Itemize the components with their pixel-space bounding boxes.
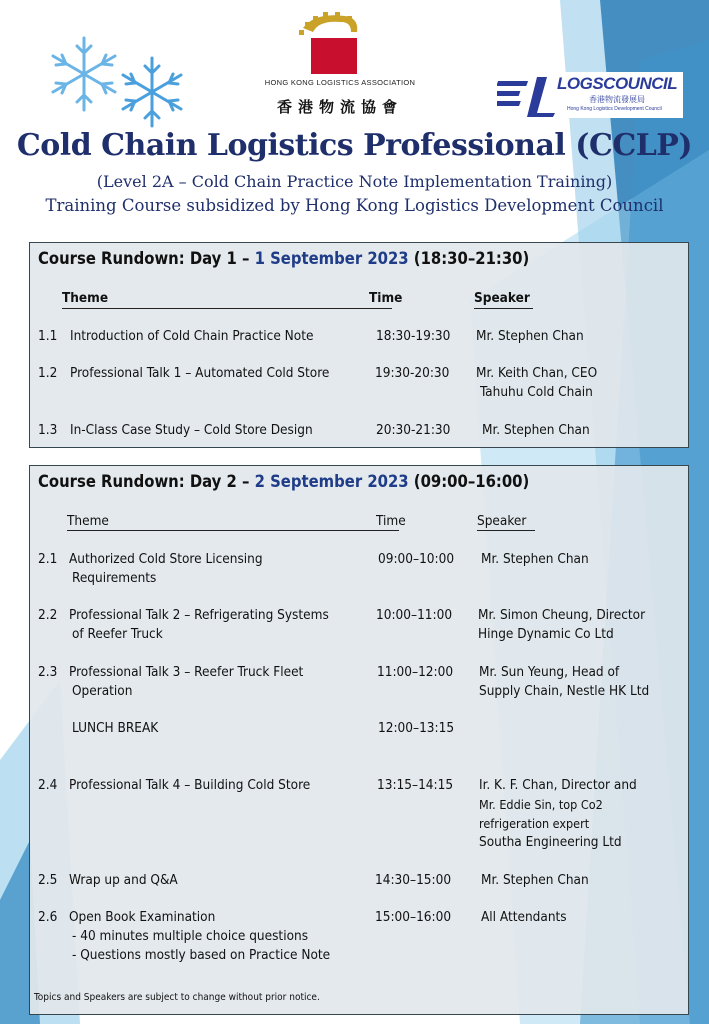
hkla-logo [255,8,425,120]
day1-row-2-time: 19:30-20:30 [375,365,450,381]
day2-row-1-theme-cont: Requirements [72,570,157,586]
day2-row-5-time: 13:15–14:15 [377,777,454,793]
day2-row-5-num: 2.4 [38,777,58,793]
day2-row-3-time: 11:00–12:00 [377,664,454,680]
day1-row-2-speaker: Mr. Keith Chan, CEO [476,365,598,381]
day2-heading-time: (09:00–16:00) [408,472,530,491]
page-subtitle-subsidy: Training Course subsidized by Hong Kong Logistics Development Council [45,196,664,215]
day1-header-rule [62,308,392,309]
day2-rundown-panel [29,465,689,1015]
day2-row-6-num: 2.5 [38,872,58,888]
day2-row-2-num: 2.2 [38,607,58,623]
day1-row-3-theme: In-Class Case Study – Cold Store Design [70,422,313,438]
logscouncil-logo-icon [497,73,557,117]
day2-col-theme: Theme [67,513,109,529]
day1-row-3-speaker: Mr. Stephen Chan [482,422,590,438]
day2-footnote: Topics and Speakers are subject to change without prior notice. [34,992,320,1003]
day1-row-1-speaker: Mr. Stephen Chan [476,328,584,344]
day2-row-3-theme-cont: Operation [72,683,133,699]
day1-row-2-num: 1.2 [38,365,58,381]
day1-col-speaker: Speaker [474,290,530,306]
day2-row-2-speaker-org: Hinge Dynamic Co Ltd [478,626,614,642]
day1-heading-date: 1 September 2023 [254,249,409,268]
day1-row-3-num: 1.3 [38,422,58,438]
day2-row-2-time: 10:00–11:00 [376,607,453,623]
day2-row-3-theme: Professional Talk 3 – Reefer Truck Fleet [69,664,304,680]
logscouncil-logo [497,72,683,118]
day2-row-6-speaker: Mr. Stephen Chan [481,872,589,888]
day1-rundown-panel [29,242,689,448]
logscouncil-logo-name: LOGSCOUNCIL [557,74,678,93]
day2-row-1-theme: Authorized Cold Store Licensing [69,551,263,567]
day1-heading [38,249,529,268]
day2-row-3-speaker: Mr. Sun Yeung, Head of [479,664,620,680]
day2-row-7-theme-line2: - 40 minutes multiple choice questions [72,928,309,944]
day2-lunch-break: LUNCH BREAK [72,720,159,736]
day2-row-5-speaker: Ir. K. F. Chan, Director and [479,777,637,793]
day1-heading-time: (18:30–21:30) [408,249,530,268]
day2-row-7-theme: Open Book Examination [69,909,216,925]
day2-heading [38,472,529,491]
day2-col-speaker: Speaker [477,513,527,529]
snowflake-icon [42,26,192,136]
day2-header-rule-right [477,530,535,531]
day2-row-7-num: 2.6 [38,909,58,925]
day2-header-rule [67,530,399,531]
day2-row-5-speaker-2: Mr. Eddie Sin, top Co2 [479,797,603,812]
day2-heading-date: 2 September 2023 [254,472,409,491]
day2-row-2-theme: Professional Talk 2 – Refrigerating Systems [69,607,329,623]
day2-heading-prefix: Course Rundown: Day 2 – [38,472,255,491]
day1-row-1-time: 18:30-19:30 [376,328,451,344]
day2-row-2-speaker: Mr. Simon Cheung, Director [478,607,646,623]
hkla-logo-icon [255,8,425,80]
day2-row-2-theme-cont: of Reefer Truck [72,626,163,642]
day2-row-5-speaker-3: refrigeration expert [479,816,590,831]
day2-row-7-time: 15:00–16:00 [375,909,452,925]
day2-col-time: Time [376,513,406,529]
day1-row-2-speaker-org: Tahuhu Cold Chain [480,384,593,400]
day1-heading-prefix: Course Rundown: Day 1 – [38,249,255,268]
day2-lunch-time: 12:00–13:15 [378,720,455,736]
day2-row-1-speaker: Mr. Stephen Chan [481,551,589,567]
hkla-logo-english: HONG KONG LOGISTICS ASSOCIATION [264,78,416,87]
day2-row-1-num: 2.1 [38,551,58,567]
day2-row-7-theme-line3: - Questions mostly based on Practice Note [72,947,331,963]
logscouncil-logo-chinese: 香港物流發展局 [589,95,645,104]
day1-col-time: Time [369,290,403,306]
day2-row-5-theme: Professional Talk 4 – Building Cold Store [69,777,311,793]
day2-row-7-speaker: All Attendants [481,909,567,925]
day1-row-3-time: 20:30-21:30 [376,422,451,438]
day1-row-2-theme: Professional Talk 1 – Automated Cold Store [70,365,330,381]
day2-row-3-num: 2.3 [38,664,58,680]
day2-row-6-time: 14:30–15:00 [375,872,452,888]
page-title: Cold Chain Logistics Professional (CCLP) [16,128,693,163]
day1-row-1-num: 1.1 [38,328,58,344]
logscouncil-logo-english: Hong Kong Logistics Development Council [567,106,662,112]
day2-row-1-time: 09:00–10:00 [378,551,455,567]
day2-row-6-theme: Wrap up and Q&A [69,872,178,888]
day1-col-theme: Theme [62,290,109,306]
day1-header-rule-right [474,308,533,309]
day2-row-5-speaker-org: Southa Engineering Ltd [479,834,622,850]
day1-row-1-theme: Introduction of Cold Chain Practice Note [70,328,314,344]
day2-row-3-speaker-org: Supply Chain, Nestle HK Ltd [479,683,650,699]
hkla-logo-chinese: 香港物流協會 [276,98,403,116]
page-subtitle-level: (Level 2A – Cold Chain Practice Note Implementation Training) [96,172,613,191]
